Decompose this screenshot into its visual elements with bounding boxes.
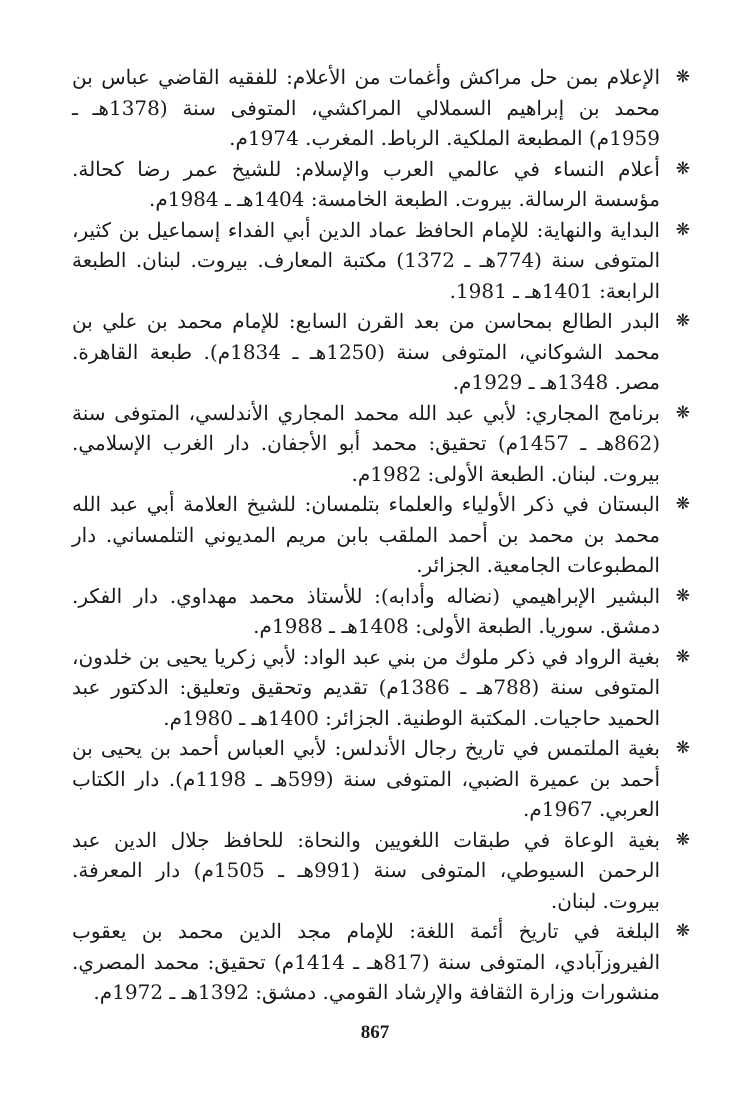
bullet-icon: ❋ (675, 67, 690, 87)
bullet-icon: ❋ (675, 646, 690, 667)
bibliography-entry (72, 916, 690, 1008)
bullet-icon: ❋ (675, 829, 690, 850)
bibliography-entry (72, 581, 690, 642)
bibliography-entry (72, 825, 690, 917)
entry-text: البداية والنهاية: للإمام الحافظ عماد الدين أبي الفداء إسماعيل بن كثير، المتوفى سنة (774هـ ـ 1372) مكتبة المعارف. بيروت. لبنان. الطبعة الرابعة: 1401هـ ـ 1981. (72, 217, 661, 303)
entry-text: الإعلام بمن حل مراكش وأغمات من الأعلام: للفقيه القاضي عباس بن محمد بن إبراهيم السملالي المراكشي، المتوفى سنة (1378هـ ـ 1959م) المطبعة الملكية. الرباط. المغرب. 1974م. (72, 65, 660, 150)
entry-text: بغية الملتمس في تاريخ رجال الأندلس: لأبي العباس أحمد بن يحيى بن أحمد بن عميرة الضبي، المتوفى سنة (599هـ ـ 1198م). دار الكتاب العربي. 1967م. (72, 736, 660, 821)
bibliography-list (0, 62, 750, 1008)
bibliography-entry (72, 306, 690, 398)
bibliography-entry (72, 398, 690, 490)
entry-text: البشير الإبراهيمي (نضاله وأدابه): للأستاذ محمد مهداوي. دار الفكر. دمشق. سوريا. الطبعة الأولى: 1408هـ ـ 1988م. (72, 583, 660, 638)
bibliography-entry (72, 733, 690, 825)
bibliography-entry (72, 215, 690, 307)
bullet-icon: ❋ (675, 738, 690, 758)
bibliography-entry (72, 489, 690, 581)
entry-text: بغية الرواد في ذكر ملوك من بني عبد الواد: لأبي زكريا يحيى بن خلدون، المتوفى سنة (788هـ ـ 1386م) تقديم وتحقيق وتعليق: الدكتور عبد الحميد حاجيات. المكتبة الوطنية. الجزائر: 1400هـ ـ 1980م. (72, 644, 661, 730)
entry-text: بغية الوعاة في طبقات اللغويين والنحاة: للحافظ جلال الدين عبد الرحمن السيوطي، المتوفى سنة (991هـ ـ 1505م) دار المعرفة. بيروت. لبنان. (72, 827, 660, 913)
bullet-icon: ❋ (675, 921, 690, 941)
page-number: 867 (360, 1022, 390, 1043)
bullet-icon: ❋ (675, 158, 690, 179)
bullet-icon: ❋ (675, 585, 690, 606)
bibliography-entry (72, 154, 690, 215)
bullet-icon: ❋ (675, 402, 690, 423)
entry-text: البلغة في تاريخ أئمة اللغة: للإمام مجد الدين محمد بن يعقوب الفيروزآبادي، المتوفى سنة (817هـ ـ 1414م) تحقيق: محمد المصري. منشورات وزارة الثقافة والإرشاد القومي. دمشق: 1392هـ ـ 1972م. (72, 919, 661, 1004)
bibliography-entry (72, 62, 690, 154)
entry-text: البدر الطالع بمحاسن من بعد القرن السابع: للإمام محمد بن علي بن محمد الشوكاني، المتوفى سنة (1250هـ ـ 1834م). طبعة القاهرة. مصر. 1348هـ ـ 1929م. (72, 309, 660, 394)
bullet-icon: ❋ (675, 219, 690, 240)
bibliography-entry (72, 642, 690, 734)
entry-text: برنامج المجاري: لأبي عبد الله محمد المجاري الأندلسي، المتوفى سنة (862هـ ـ 1457م) تحقيق: محمد أبو الأجفان. دار الغرب الإسلامي. بيروت. لبنان. الطبعة الأولى: 1982م. (72, 400, 660, 486)
bullet-icon: ❋ (675, 494, 690, 514)
entry-text: البستان في ذكر الأولياء والعلماء بتلمسان: للشيخ العلامة أبي عبد الله محمد بن محمد بن أحمد الملقب بابن مريم المديوني التلمساني. دار المطبوعات الجامعية. الجزائر. (72, 492, 660, 577)
bullet-icon: ❋ (675, 311, 690, 331)
entry-text: أعلام النساء في عالمي العرب والإسلام: للشيخ عمر رضا كحالة. مؤسسة الرسالة. بيروت. الطبعة الخامسة: 1404هـ ـ 1984م. (72, 156, 660, 211)
